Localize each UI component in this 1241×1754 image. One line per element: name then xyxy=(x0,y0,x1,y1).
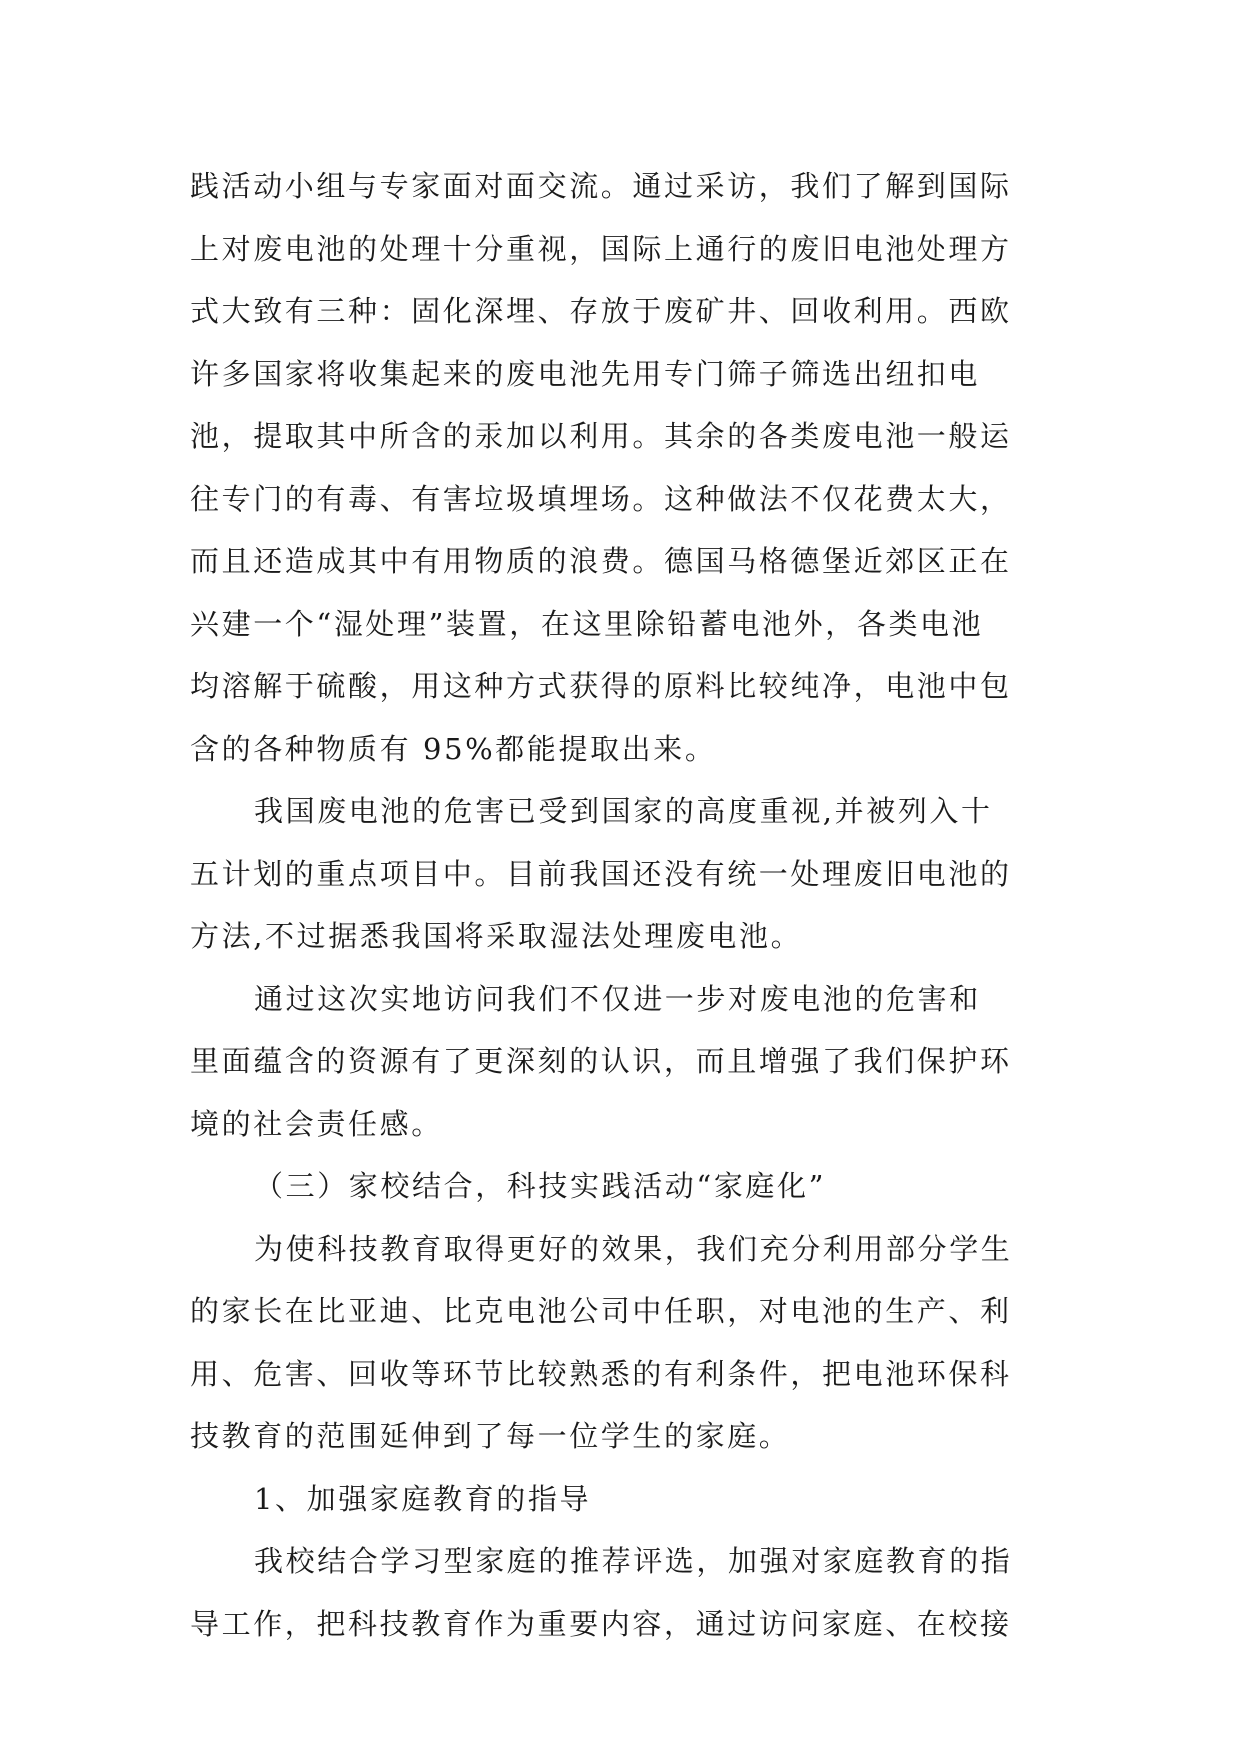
text-line: 而且还造成其中有用物质的浪费。德国马格德堡近郊区正在 xyxy=(190,544,1012,578)
text-line: 含的各种物质有 95%都能提取出来。 xyxy=(190,731,717,766)
text-line: 用、危害、回收等环节比较熟悉的有利条件，把电池环保科 xyxy=(190,1356,1012,1391)
paragraph-start-line: 通过这次实地访问我们不仅进一步对废电池的危害和 xyxy=(254,981,981,1016)
text-line: 往专门的有毒、有害垃圾填埋场。这种做法不仅花费太大， xyxy=(190,481,1012,516)
paragraph-start-line: 为使科技教育取得更好的效果，我们充分利用部分学生 xyxy=(254,1231,1013,1266)
text-line: 里面蕴含的资源有了更深刻的认识，而且增强了我们保护环 xyxy=(190,1044,1012,1078)
text-line: 上对废电池的处理十分重视，国际上通行的废旧电池处理方 xyxy=(190,231,1012,266)
subsection-heading: 1、加强家庭教育的指导 xyxy=(254,1481,592,1516)
paragraph-start-line: 我国废电池的危害已受到国家的高度重视,并被列入十 xyxy=(254,794,993,828)
section-heading: （三）家校结合，科技实践活动“家庭化” xyxy=(254,1169,827,1203)
text-line: 方法,不过据悉我国将采取湿法处理废电池。 xyxy=(190,919,803,953)
text-line: 式大致有三种：固化深埋、存放于废矿井、回收利用。西欧 xyxy=(190,294,1012,328)
text-line: 许多国家将收集起来的废电池先用专门筛子筛选出纽扣电 xyxy=(190,356,981,391)
document-body xyxy=(190,155,1050,1655)
text-line: 践活动小组与专家面对面交流。通过采访，我们了解到国际 xyxy=(190,169,1012,203)
text-line: 境的社会责任感。 xyxy=(190,1106,443,1141)
text-line: 的家长在比亚迪、比克电池公司中任职，对电池的生产、利 xyxy=(190,1294,1012,1328)
text-line: 技教育的范围延伸到了每一位学生的家庭。 xyxy=(190,1419,791,1453)
text-line: 池，提取其中所含的汞加以利用。其余的各类废电池一般运 xyxy=(190,419,1012,453)
text-line: 均溶解于硫酸，用这种方式获得的原料比较纯净，电池中包 xyxy=(190,669,1012,703)
text-line: 兴建一个“湿处理”装置，在这里除铅蓄电池外，各类电池 xyxy=(190,606,984,641)
text-line: 导工作，把科技教育作为重要内容，通过访问家庭、在校接 xyxy=(190,1606,1012,1641)
paragraph-start-line: 我校结合学习型家庭的推荐评选，加强对家庭教育的指 xyxy=(254,1544,1013,1578)
text-line: 五计划的重点项目中。目前我国还没有统一处理废旧电池的 xyxy=(190,856,1012,891)
